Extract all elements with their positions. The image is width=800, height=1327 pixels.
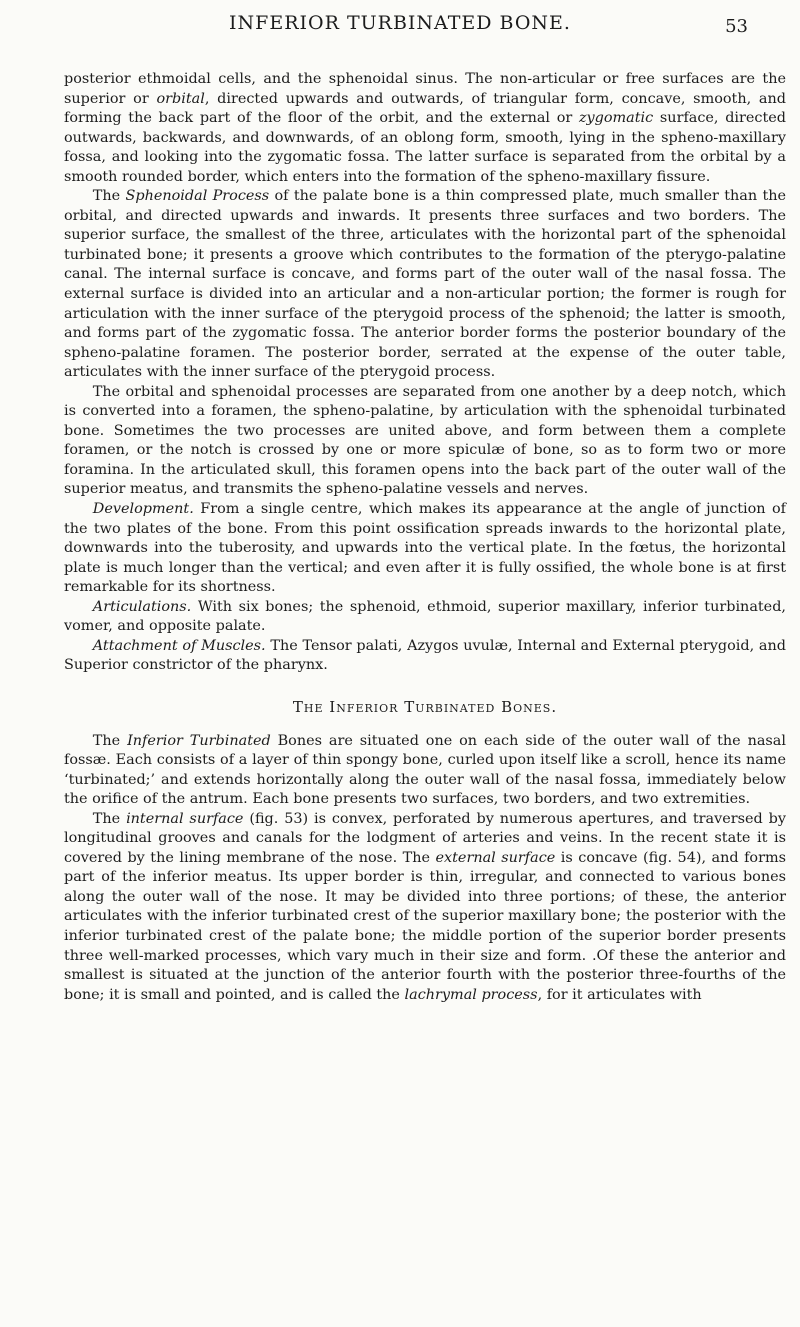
term-zygomatic: zygomatic: [578, 110, 654, 127]
paragraph-text: With six bones; the sphenoid, ethmoid, superior maxillary, inferior turbinated, vomer, and opposite palate.: [64, 598, 786, 635]
term-orbital: orbital: [156, 90, 205, 107]
paragraph-orbital-surfaces: [64, 70, 786, 187]
paragraph-inferior-turbinated: [64, 732, 786, 810]
paragraph-spheno-palatine: The orbital and sphenoidal processes are separated from one another by a deep notch, which is converted into a foramen, the spheno-palatine, by articulation with the sphenoidal turbinated bone. Sometimes the two processes are united above, and form between them a complete foramen, or the notch is crossed by one or more spiculæ of bone, so as to form two or more foramina. In the articulated skull, this foramen opens into the back part of the outer wall of the superior meatus, and transmits the spheno-palatine vessels and nerves.: [64, 383, 786, 498]
term-inferior-turbinated: Inferior Turbinated: [127, 732, 271, 749]
paragraph-text: of the palate bone is a thin compressed plate, much smaller than the orbital, and directed upwards and inwards. It presents three surfaces and two borders. The superior surface, the smallest of the three, articulates with the horizontal part of the sphenoidal turbinated bone; it presents a groove which contributes to the formation of the pterygo-palatine canal. The internal surface is concave, and forms part of the outer wall of the nasal fossa. The external surface is divided into an articular and a non-articular portion; the former is rough for articulation with the inner surface of the pterygoid process of the sphenoid; the latter is smooth, and forms part of the zygomatic fossa. The anterior border forms the posterior boundary of the spheno-palatine foramen. The posterior border, serrated at the expense of the outer table, articulates with the inner surface of the pterygoid process.: [64, 188, 787, 381]
paragraph-text: , for it articulates with: [537, 986, 702, 1003]
paragraph-text: is concave (fig. 54), and forms part of the inferior meatus. Its upper border is thin, irregular, and connected to various bones along the outer wall of the nose. It may be divided into three portions; of these, the anterior articulates with the inferior turbinated crest of the superior maxillary bone; the posterior with the inferior turbinated crest of the palate bone; the middle portion of the superior border presents three well-marked processes, which vary much in their size and form. .Of these the anterior and smallest is situated at the junction of the anterior fourth with the posterior three-fourths of the bone; it is small and pointed, and is called the: [64, 849, 786, 1003]
paragraph-text: The: [92, 732, 128, 749]
section-heading: The Inferior Turbinated Bones.: [292, 697, 558, 716]
paragraph-attachment: [64, 637, 786, 676]
paragraph-text: The: [92, 810, 127, 827]
paragraph-text: surface, directed outwards, backwards, and downwards, of an oblong form, smooth, lying in the spheno-maxillary fossa, and looking into the zygomatic fossa. The latter surface is separated from the orbital by a smooth rounded border, which enters into the formation of the spheno-maxillary fissure.: [64, 110, 786, 185]
heading-attachment: Attachment of Muscles.: [92, 637, 266, 654]
heading-articulations: Articulations.: [92, 598, 192, 615]
term-sphenoidal-process: Sphenoidal Process: [125, 188, 270, 205]
paragraph-text: , directed upwards and outwards, of triangular form, concave, smooth, and forming the back part of the floor of the orbit, and the external or: [64, 90, 786, 127]
term-external-surface: external surface: [435, 849, 556, 866]
running-title: INFERIOR TURBINATED BONE.: [229, 12, 571, 34]
paragraph-text: posterior ethmoidal cells, and the sphenoidal sinus. The non-articular or free surfaces are the superior or: [64, 71, 786, 107]
term-lachrymal-process: lachrymal process: [404, 986, 538, 1003]
paragraph-surfaces: [64, 810, 786, 1005]
running-head: [0, 12, 800, 38]
paragraph-text: From a single centre, which makes its appearance at the angle of junction of the two plates of the bone. From this point ossification spreads inwards to the horizontal plate, downwards into the tuberosity, and upwards into the vertical plate. In the fœtus, the horizontal plate is much longer than the vertical; and even after it is fully ossified, the whole bone is at first remarkable for its shortness.: [64, 501, 786, 596]
term-internal-surface: internal surface: [126, 810, 244, 827]
page-number: 53: [725, 16, 748, 37]
paragraph-articulations: [64, 598, 786, 637]
paragraph-text: Bones are situated one on each side of the outer wall of the nasal fossæ. Each consists of a layer of thin spongy bone, curled upon itself like a scroll, hence its name ‘turbinated;’ and extends horizontally along the outer wall of the nasal fossa, immediately below the orifice of the antrum. Each bone presents two surfaces, two borders, and two extremities.: [64, 732, 786, 808]
body-text: [64, 70, 786, 1005]
heading-development: Development.: [92, 501, 194, 518]
paragraph-text: (fig. 53) is convex, perforated by numerous apertures, and traversed by longitudinal grooves and canals for the lodgment of arteries and veins. In the recent state it is covered by the lining membrane of the nose. The: [64, 810, 786, 866]
paragraph-sphenoidal-process: The Sphenoidal Process of the palate bone is a thin compressed plate, much smaller than the orbital, and directed upwards and inwards. It presents three surfaces and two borders. The superior surface, the smallest of the three, articulates with the horizontal part of the sphenoidal turbinated bone; it presents a groove which contributes to the formation of the pterygo-palatine canal. The internal surface is concave, and forms part of the outer wall of the nasal fossa. The external surface is divided into an articular and a non-articular portion; the former is rough for articulation with the inner surface of the pterygoid process of the sphenoid; the latter is smooth, and forms part of the zygomatic fossa. The anterior border forms the posterior boundary of the spheno-palatine foramen. The posterior border, serrated at the expense of the outer table, articulates with the inner surface of the pterygoid process.: [64, 188, 787, 381]
paragraph-text: The Tensor palati, Azygos uvulæ, Internal and External pterygoid, and Superior constrictor of the pharynx.: [64, 637, 786, 674]
paragraph-development: [64, 500, 786, 598]
